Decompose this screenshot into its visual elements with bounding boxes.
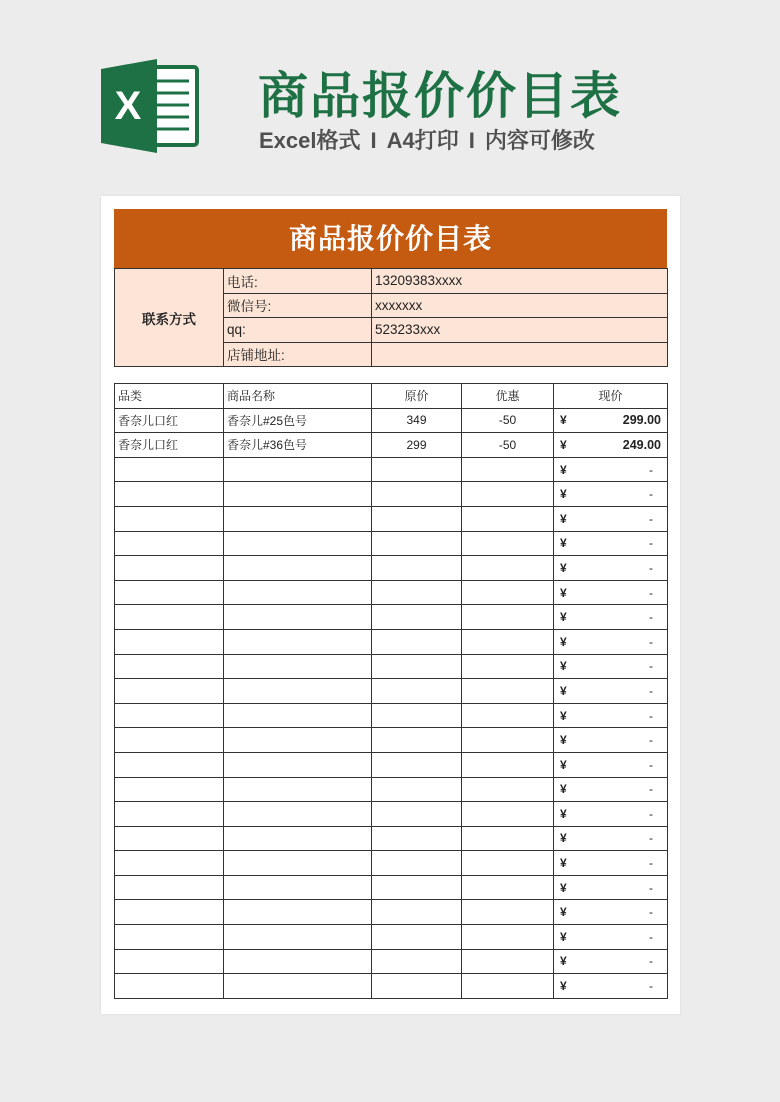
- category-cell[interactable]: 香奈儿口红: [115, 433, 224, 458]
- product-name-cell[interactable]: [224, 728, 372, 753]
- table-row-empty: [115, 605, 668, 630]
- product-name-cell[interactable]: [224, 679, 372, 704]
- current-price-cell[interactable]: [554, 605, 668, 630]
- current-price-empty: -: [649, 610, 653, 625]
- category-cell[interactable]: [115, 605, 224, 630]
- table-row-empty: [115, 482, 668, 507]
- discount-cell[interactable]: [462, 531, 554, 556]
- category-cell[interactable]: [115, 728, 224, 753]
- product-name-cell[interactable]: [224, 974, 372, 999]
- subtitle-editable: 内容可修改: [484, 128, 595, 153]
- currency-symbol: ¥: [560, 856, 567, 871]
- contact-table: [114, 268, 668, 367]
- currency-symbol: ¥: [560, 560, 567, 575]
- discount-cell[interactable]: -50: [462, 408, 554, 433]
- discount-cell[interactable]: [462, 605, 554, 630]
- current-price-cell[interactable]: [554, 900, 668, 925]
- discount-cell[interactable]: [462, 949, 554, 974]
- contact-row: [115, 269, 668, 294]
- category-cell[interactable]: 香奈儿口红: [115, 408, 224, 433]
- discount-cell[interactable]: [462, 457, 554, 482]
- current-price-cell[interactable]: [554, 654, 668, 679]
- table-row-empty: [115, 949, 668, 974]
- table-row-empty: [115, 826, 668, 851]
- category-cell[interactable]: [115, 949, 224, 974]
- current-price-cell[interactable]: [554, 556, 668, 581]
- current-price-empty: -: [649, 659, 653, 674]
- currency-symbol: ¥: [560, 462, 567, 477]
- current-price-cell[interactable]: [554, 482, 668, 507]
- original-price-cell[interactable]: 349: [372, 408, 462, 433]
- contact-key: 店铺地址:: [224, 342, 372, 367]
- category-cell[interactable]: [115, 900, 224, 925]
- currency-symbol: ¥: [560, 905, 567, 920]
- currency-symbol: ¥: [560, 511, 567, 526]
- discount-cell[interactable]: [462, 900, 554, 925]
- original-price-cell[interactable]: [372, 728, 462, 753]
- current-price-empty: -: [649, 487, 653, 502]
- column-header: 商品名称: [224, 384, 372, 409]
- current-price-cell[interactable]: [554, 974, 668, 999]
- original-price-cell[interactable]: [372, 826, 462, 851]
- table-row-empty: [115, 875, 668, 900]
- discount-cell[interactable]: [462, 925, 554, 950]
- column-header: 品类: [115, 384, 224, 409]
- product-name-cell[interactable]: [224, 531, 372, 556]
- category-cell[interactable]: [115, 531, 224, 556]
- original-price-cell[interactable]: [372, 875, 462, 900]
- contact-key: qq:: [224, 318, 372, 343]
- current-price-cell[interactable]: [554, 777, 668, 802]
- current-price-cell[interactable]: [554, 679, 668, 704]
- product-name-cell[interactable]: [224, 925, 372, 950]
- category-cell[interactable]: [115, 457, 224, 482]
- current-price-empty: -: [649, 683, 653, 698]
- page-subtitle: [259, 124, 595, 155]
- table-row-empty: [115, 777, 668, 802]
- header-row: [115, 384, 668, 409]
- discount-cell[interactable]: -50: [462, 433, 554, 458]
- currency-symbol: ¥: [560, 585, 567, 600]
- currency-symbol: ¥: [560, 831, 567, 846]
- current-price-cell[interactable]: [554, 580, 668, 605]
- original-price-cell[interactable]: [372, 851, 462, 876]
- product-name-cell[interactable]: [224, 482, 372, 507]
- product-name-cell[interactable]: [224, 826, 372, 851]
- product-name-cell[interactable]: [224, 629, 372, 654]
- currency-symbol: ¥: [560, 487, 567, 502]
- discount-cell[interactable]: [462, 851, 554, 876]
- discount-cell[interactable]: [462, 629, 554, 654]
- category-cell[interactable]: [115, 802, 224, 827]
- discount-cell[interactable]: [462, 654, 554, 679]
- table-row-empty: [115, 531, 668, 556]
- subtitle-format: Excel格式: [259, 128, 361, 153]
- product-name-cell[interactable]: [224, 580, 372, 605]
- product-name-cell[interactable]: [224, 949, 372, 974]
- currency-symbol: ¥: [560, 979, 567, 994]
- category-cell[interactable]: [115, 974, 224, 999]
- spreadsheet-paper: [101, 196, 680, 1014]
- current-price-empty: -: [649, 905, 653, 920]
- current-price-cell[interactable]: [554, 875, 668, 900]
- table-row: [115, 408, 668, 433]
- table-row-empty: [115, 679, 668, 704]
- current-price-cell[interactable]: [554, 506, 668, 531]
- current-price-empty: -: [649, 733, 653, 748]
- contact-key: 微信号:: [224, 293, 372, 318]
- original-price-cell[interactable]: [372, 531, 462, 556]
- product-name-cell[interactable]: [224, 654, 372, 679]
- product-name-cell[interactable]: 香奈儿#25色号: [224, 408, 372, 433]
- current-price-empty: -: [649, 757, 653, 772]
- subtitle-print: A4打印: [386, 128, 459, 153]
- sheet-title: 商品报价价目表: [114, 209, 667, 268]
- current-price-empty: -: [649, 831, 653, 846]
- original-price-cell[interactable]: [372, 679, 462, 704]
- current-price-empty: -: [649, 536, 653, 551]
- table-row-empty: [115, 925, 668, 950]
- category-cell[interactable]: [115, 556, 224, 581]
- original-price-cell[interactable]: [372, 556, 462, 581]
- product-name-cell[interactable]: [224, 875, 372, 900]
- table-row-empty: [115, 506, 668, 531]
- current-price-empty: -: [649, 954, 653, 969]
- currency-symbol: ¥: [560, 954, 567, 969]
- current-price-empty: -: [649, 929, 653, 944]
- page-title: 商品报价价目表: [258, 68, 622, 124]
- page-header: [0, 0, 780, 190]
- category-cell[interactable]: [115, 875, 224, 900]
- current-price-cell[interactable]: [554, 851, 668, 876]
- contact-value[interactable]: 523233xxx: [372, 318, 668, 343]
- current-price-cell[interactable]: [554, 703, 668, 728]
- currency-symbol: ¥: [560, 437, 567, 452]
- current-price-cell[interactable]: [554, 408, 668, 433]
- product-name-cell[interactable]: [224, 900, 372, 925]
- currency-symbol: ¥: [560, 536, 567, 551]
- discount-cell[interactable]: [462, 482, 554, 507]
- discount-cell[interactable]: [462, 802, 554, 827]
- current-price-empty: -: [649, 782, 653, 797]
- table-row-empty: [115, 654, 668, 679]
- current-price-empty: -: [649, 511, 653, 526]
- currency-symbol: ¥: [560, 880, 567, 895]
- currency-symbol: ¥: [560, 683, 567, 698]
- current-price-empty: -: [649, 856, 653, 871]
- current-price-empty: -: [649, 634, 653, 649]
- product-name-cell[interactable]: 香奈儿#36色号: [224, 433, 372, 458]
- category-cell[interactable]: [115, 482, 224, 507]
- current-price-cell[interactable]: [554, 433, 668, 458]
- original-price-cell[interactable]: [372, 752, 462, 777]
- original-price-cell[interactable]: [372, 703, 462, 728]
- table-row-empty: [115, 802, 668, 827]
- discount-cell[interactable]: [462, 703, 554, 728]
- current-price-cell[interactable]: [554, 949, 668, 974]
- current-price-empty: -: [649, 979, 653, 994]
- original-price-cell[interactable]: [372, 949, 462, 974]
- product-name-cell[interactable]: [224, 506, 372, 531]
- current-price-empty: -: [649, 708, 653, 723]
- original-price-cell[interactable]: [372, 925, 462, 950]
- original-price-cell[interactable]: [372, 629, 462, 654]
- category-cell[interactable]: [115, 703, 224, 728]
- table-row: [115, 433, 668, 458]
- original-price-cell[interactable]: [372, 482, 462, 507]
- current-price-cell[interactable]: [554, 802, 668, 827]
- original-price-cell[interactable]: [372, 457, 462, 482]
- table-row-empty: [115, 703, 668, 728]
- product-name-cell[interactable]: [224, 752, 372, 777]
- original-price-cell[interactable]: [372, 777, 462, 802]
- category-cell[interactable]: [115, 851, 224, 876]
- current-price-cell[interactable]: [554, 752, 668, 777]
- current-price-cell[interactable]: [554, 457, 668, 482]
- contact-value[interactable]: 13209383xxxx: [372, 269, 668, 294]
- category-cell[interactable]: [115, 580, 224, 605]
- product-name-cell[interactable]: [224, 605, 372, 630]
- table-row-empty: [115, 752, 668, 777]
- category-cell[interactable]: [115, 925, 224, 950]
- current-price-value: 249.00: [622, 437, 661, 452]
- excel-icon: [101, 57, 201, 155]
- original-price-cell[interactable]: 299: [372, 433, 462, 458]
- currency-symbol: ¥: [560, 733, 567, 748]
- original-price-cell[interactable]: [372, 654, 462, 679]
- table-row-empty: [115, 900, 668, 925]
- category-cell[interactable]: [115, 654, 224, 679]
- contact-label: 联系方式: [115, 269, 224, 367]
- original-price-cell[interactable]: [372, 506, 462, 531]
- table-row-empty: [115, 851, 668, 876]
- discount-cell[interactable]: [462, 506, 554, 531]
- discount-cell[interactable]: [462, 974, 554, 999]
- current-price-empty: -: [649, 880, 653, 895]
- currency-symbol: ¥: [560, 757, 567, 772]
- discount-cell[interactable]: [462, 752, 554, 777]
- category-cell[interactable]: [115, 777, 224, 802]
- discount-cell[interactable]: [462, 679, 554, 704]
- currency-symbol: ¥: [560, 806, 567, 821]
- current-price-cell[interactable]: [554, 925, 668, 950]
- original-price-cell[interactable]: [372, 802, 462, 827]
- current-price-cell[interactable]: [554, 629, 668, 654]
- original-price-cell[interactable]: [372, 580, 462, 605]
- discount-cell[interactable]: [462, 728, 554, 753]
- currency-symbol: ¥: [560, 634, 567, 649]
- table-row-empty: [115, 629, 668, 654]
- contact-value[interactable]: [372, 342, 668, 367]
- table-row-empty: [115, 457, 668, 482]
- original-price-cell[interactable]: [372, 974, 462, 999]
- currency-symbol: ¥: [560, 659, 567, 674]
- subtitle-separator: I: [468, 128, 475, 153]
- current-price-cell[interactable]: [554, 826, 668, 851]
- product-name-cell[interactable]: [224, 802, 372, 827]
- column-header: 现价: [554, 384, 668, 409]
- original-price-cell[interactable]: [372, 900, 462, 925]
- current-price-cell[interactable]: [554, 728, 668, 753]
- discount-cell[interactable]: [462, 777, 554, 802]
- category-cell[interactable]: [115, 629, 224, 654]
- contact-value[interactable]: xxxxxxx: [372, 293, 668, 318]
- table-row-empty: [115, 974, 668, 999]
- current-price-empty: -: [649, 560, 653, 575]
- table-row-empty: [115, 556, 668, 581]
- currency-symbol: ¥: [560, 413, 567, 428]
- table-row-empty: [115, 580, 668, 605]
- category-cell[interactable]: [115, 679, 224, 704]
- currency-symbol: ¥: [560, 708, 567, 723]
- column-header: 优惠: [462, 384, 554, 409]
- product-name-cell[interactable]: [224, 777, 372, 802]
- currency-symbol: ¥: [560, 782, 567, 797]
- discount-cell[interactable]: [462, 580, 554, 605]
- discount-cell[interactable]: [462, 556, 554, 581]
- product-name-cell[interactable]: [224, 556, 372, 581]
- product-name-cell[interactable]: [224, 703, 372, 728]
- price-table: [114, 383, 668, 999]
- currency-symbol: ¥: [560, 610, 567, 625]
- current-price-empty: -: [649, 806, 653, 821]
- svg-text:X: X: [114, 84, 142, 128]
- category-cell[interactable]: [115, 752, 224, 777]
- product-name-cell[interactable]: [224, 457, 372, 482]
- table-row-empty: [115, 728, 668, 753]
- discount-cell[interactable]: [462, 826, 554, 851]
- current-price-empty: -: [649, 462, 653, 477]
- subtitle-separator: I: [370, 128, 377, 153]
- contact-key: 电话:: [224, 269, 372, 294]
- original-price-cell[interactable]: [372, 605, 462, 630]
- current-price-empty: -: [649, 585, 653, 600]
- product-name-cell[interactable]: [224, 851, 372, 876]
- category-cell[interactable]: [115, 826, 224, 851]
- discount-cell[interactable]: [462, 875, 554, 900]
- current-price-cell[interactable]: [554, 531, 668, 556]
- category-cell[interactable]: [115, 506, 224, 531]
- currency-symbol: ¥: [560, 929, 567, 944]
- column-header: 原价: [372, 384, 462, 409]
- current-price-value: 299.00: [622, 413, 661, 428]
